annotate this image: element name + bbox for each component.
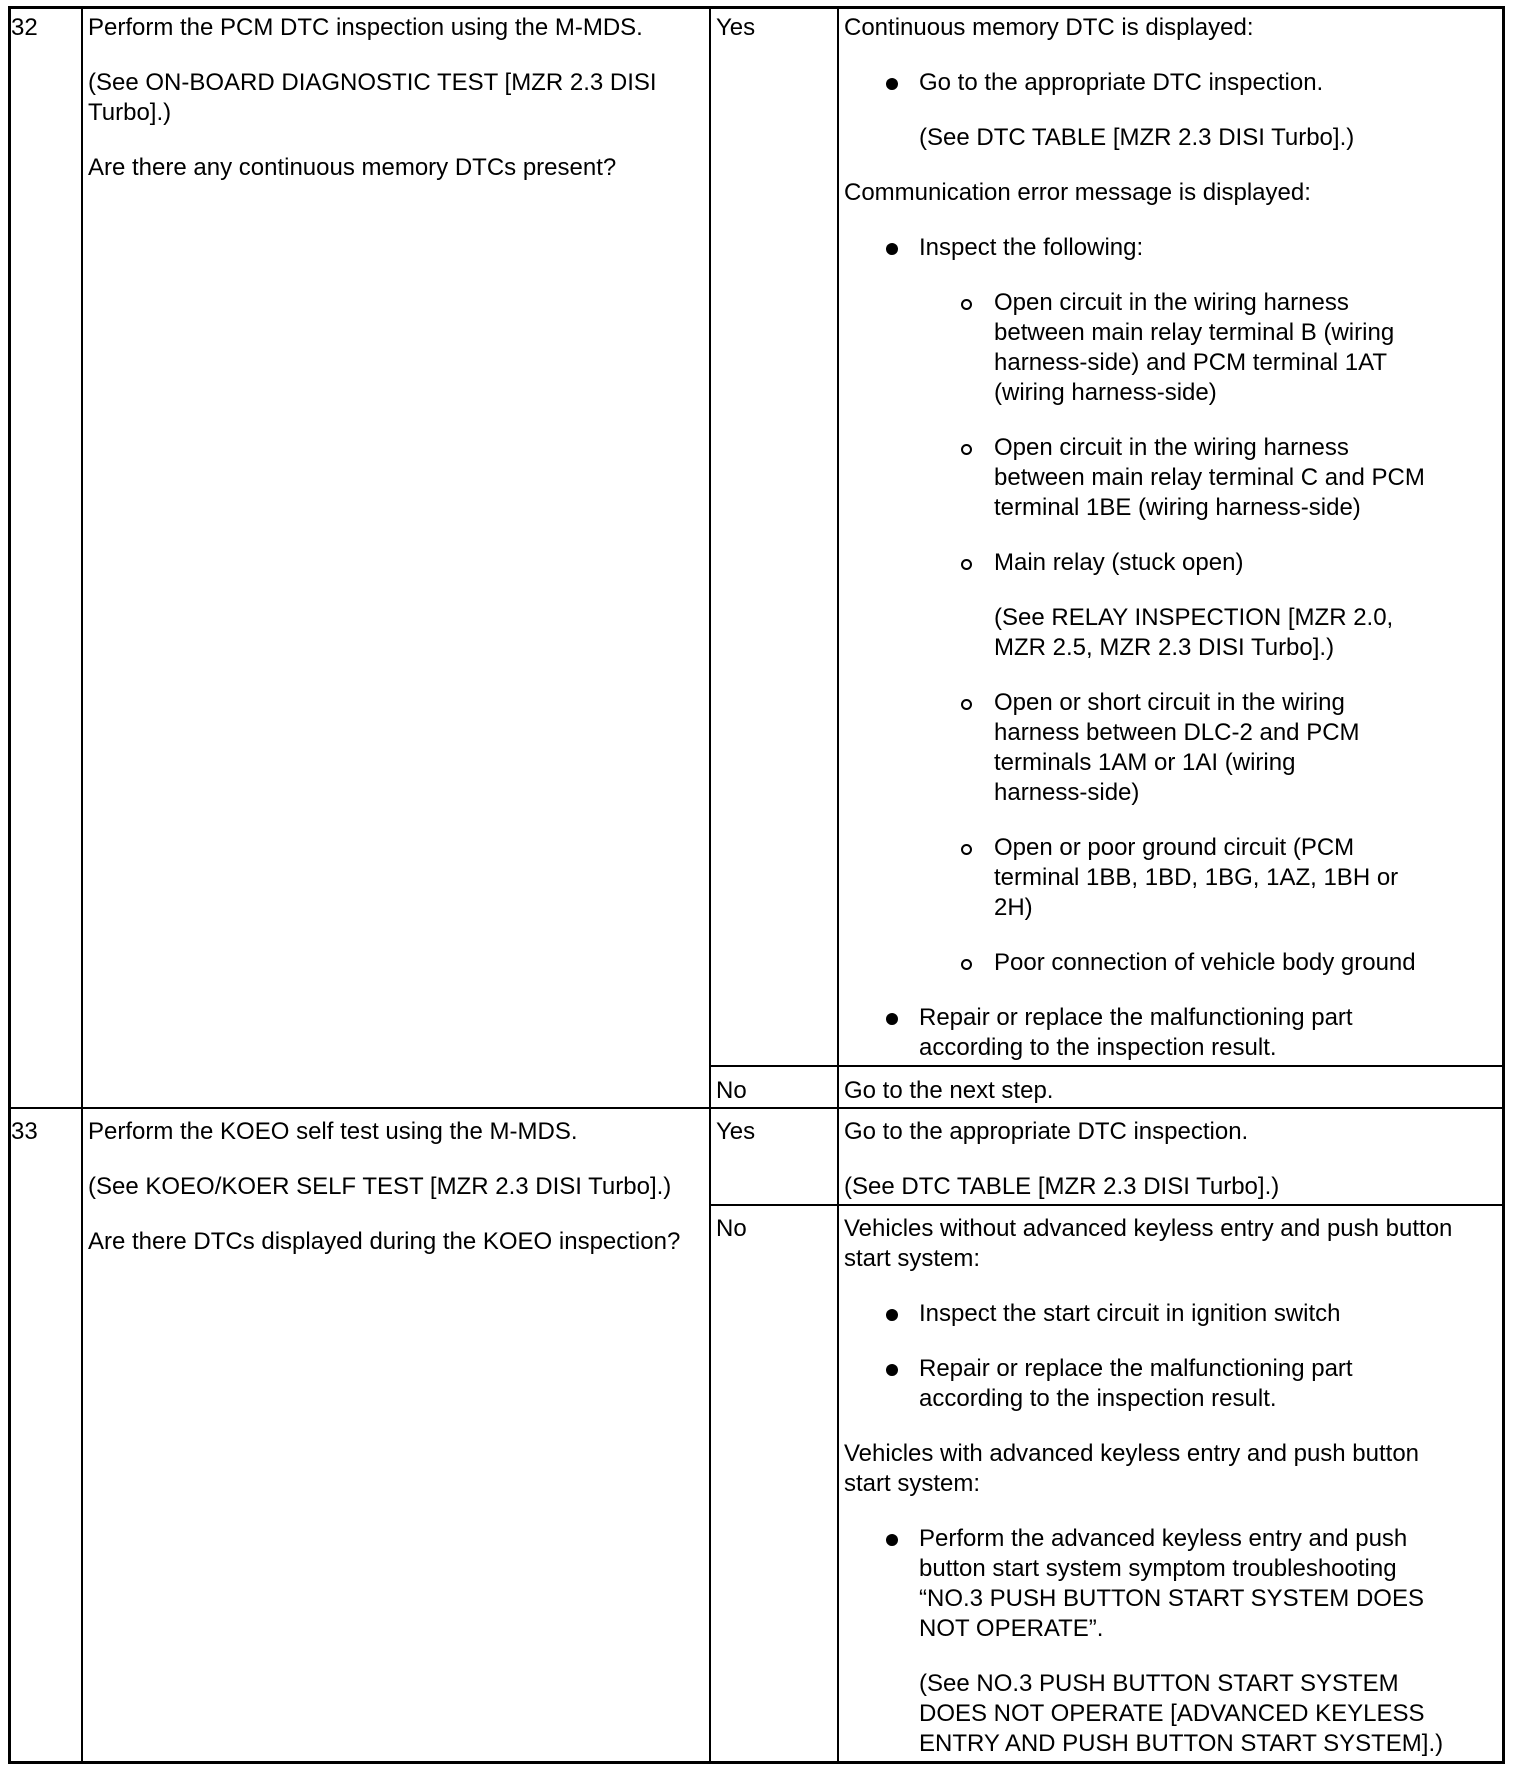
- reference-text: MZR 2.5, MZR 2.3 DISI Turbo].): [994, 634, 1335, 661]
- sub-bullet-line: terminals 1AM or 1AI (wiring: [994, 749, 1296, 776]
- no-label: No: [716, 1077, 747, 1104]
- reference-text: (See RELAY INSPECTION [MZR 2.0,: [994, 604, 1394, 631]
- result-text: start system:: [844, 1470, 981, 1497]
- bullet-line: according to the inspection result.: [919, 1385, 1277, 1412]
- result-text: Vehicles without advanced keyless entry and push button: [844, 1215, 1453, 1242]
- reference-text: ENTRY AND PUSH BUTTON START SYSTEM].): [919, 1730, 1444, 1757]
- row-divider: [709, 1065, 1505, 1067]
- step-number: 33: [11, 1118, 38, 1145]
- reference-text: (See NO.3 PUSH BUTTON START SYSTEM: [919, 1670, 1399, 1697]
- bullet-line: NOT OPERATE”.: [919, 1615, 1104, 1642]
- action-reference: Turbo].): [88, 99, 172, 126]
- result-text: start system:: [844, 1245, 981, 1272]
- result-text: Go to the appropriate DTC inspection.: [844, 1118, 1249, 1145]
- result-text: Communication error message is displayed:: [844, 179, 1311, 206]
- bullet-item: Repair or replace the malfunctioning part: [919, 1004, 1353, 1031]
- sub-bullet-item: Open circuit in the wiring harness: [994, 434, 1349, 461]
- yes-label: Yes: [716, 1118, 756, 1145]
- row-divider: [709, 1204, 1505, 1206]
- bullet-item: Repair or replace the malfunctioning part: [919, 1355, 1353, 1382]
- sub-bullet-item: Main relay (stuck open): [994, 549, 1244, 576]
- result-text: Go to the next step.: [844, 1077, 1054, 1104]
- sub-bullet-line: 2H): [994, 894, 1033, 921]
- action-question: Are there any continuous memory DTCs present?: [88, 154, 617, 181]
- sub-bullet-line: harness between DLC-2 and PCM: [994, 719, 1360, 746]
- sub-bullet-line: (wiring harness-side): [994, 379, 1217, 406]
- bullet-item: Inspect the following:: [919, 234, 1144, 261]
- no-label: No: [716, 1215, 747, 1242]
- reference-text: DOES NOT OPERATE [ADVANCED KEYLESS: [919, 1700, 1425, 1727]
- bullet-item: Go to the appropriate DTC inspection.: [919, 69, 1324, 96]
- bullet-item: Inspect the start circuit in ignition switch: [919, 1300, 1341, 1327]
- sub-bullet-line: between main relay terminal B (wiring: [994, 319, 1395, 346]
- bullet-line: according to the inspection result.: [919, 1034, 1277, 1061]
- result-text: Vehicles with advanced keyless entry and push button: [844, 1440, 1420, 1467]
- sub-bullet-item: Open circuit in the wiring harness: [994, 289, 1349, 316]
- sub-bullet-item: Open or poor ground circuit (PCM: [994, 834, 1355, 861]
- sub-bullet-line: harness-side): [994, 779, 1140, 806]
- reference-text: (See DTC TABLE [MZR 2.3 DISI Turbo].): [844, 1173, 1280, 1200]
- action-text: Perform the PCM DTC inspection using the M-MDS.: [88, 14, 643, 41]
- column-divider: [81, 6, 83, 1764]
- row-divider: [8, 1107, 1505, 1109]
- bullet-line: “NO.3 PUSH BUTTON START SYSTEM DOES: [919, 1585, 1424, 1612]
- step-number: 32: [11, 14, 38, 41]
- action-reference: (See ON-BOARD DIAGNOSTIC TEST [MZR 2.3 DISI: [88, 69, 657, 96]
- sub-bullet-item: Poor connection of vehicle body ground: [994, 949, 1416, 976]
- column-divider: [837, 6, 839, 1764]
- result-text: Continuous memory DTC is displayed:: [844, 14, 1254, 41]
- sub-bullet-line: terminal 1BE (wiring harness-side): [994, 494, 1361, 521]
- sub-bullet-item: Open or short circuit in the wiring: [994, 689, 1345, 716]
- yes-label: Yes: [716, 14, 756, 41]
- action-reference: (See KOEO/KOER SELF TEST [MZR 2.3 DISI Turbo].): [88, 1173, 672, 1200]
- sub-bullet-line: harness-side) and PCM terminal 1AT: [994, 349, 1388, 376]
- action-text: Perform the KOEO self test using the M-MDS.: [88, 1118, 578, 1145]
- bullet-item: Perform the advanced keyless entry and push: [919, 1525, 1408, 1552]
- action-question: Are there DTCs displayed during the KOEO inspection?: [88, 1228, 681, 1255]
- bullet-line: button start system symptom troubleshooting: [919, 1555, 1397, 1582]
- reference-text: (See DTC TABLE [MZR 2.3 DISI Turbo].): [919, 124, 1355, 151]
- column-divider: [709, 6, 711, 1764]
- sub-bullet-line: between main relay terminal C and PCM: [994, 464, 1425, 491]
- sub-bullet-line: terminal 1BB, 1BD, 1BG, 1AZ, 1BH or: [994, 864, 1399, 891]
